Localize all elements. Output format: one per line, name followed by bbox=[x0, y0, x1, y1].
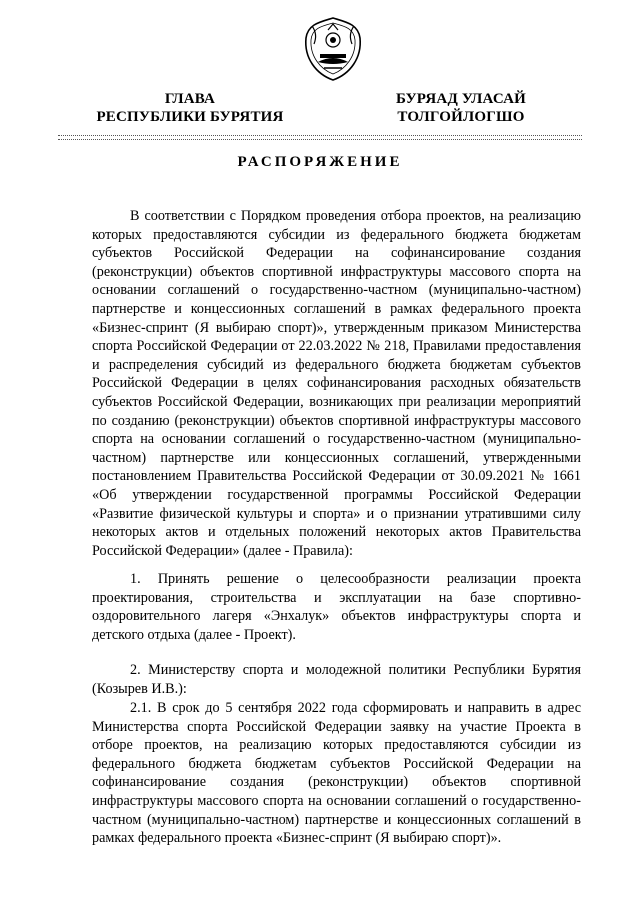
preamble-paragraph: В соответствии с Порядком проведения отбора проектов, на реализацию которых предоставляются субсидии из федерального бюджета бюджетам субъектов Российской Федерации на софинансирование создания (реконструкции) объектов спортивной инфраструктуры массового спорта на основании соглашений о государственно-частном (муниципально-частном) партнерстве и концессионных соглашений в рамках федерального проекта «Бизнес-спринт (Я выбираю спорт)», утвержденным приказом Министерства спорта Российской Федерации от 22.03.2022 № 218, Правилами предоставления и распределения субсидий из федерального бюджета бюджетам субъектов Российской Федерации в целях софинансирования расходных обязательств субъектов Российской Федерации, возникающих при реализации мероприятий по созданию (реконструкции) объектов спортивной инфраструктуры массового спорта на основании соглашений о государственно-частном (муниципально-частном) партнерстве или концессионных соглашений, утвержденными постановлением Правительства Российской Федерации от 30.09.2021 № 1661 «Об утверждении государственной программы Российской Федерации «Развитие физической культуры и спорта» и о признании утратившими силу некоторых актов и отдельных положений некоторых актов Правительства Российской Федерации» (далее - Правила): bbox=[92, 208, 581, 559]
item-2-1-paragraph: 2.1. В срок до 5 сентября 2022 года сформировать и направить в адрес Министерства спорта Российской Федерации заявку на участие Проекта в отборе проектов, на реализацию которых предоставляются субсидии из федерального бюджета бюджетам субъектов Российской Федерации на софинансирование создания (реконструкции) объектов спортивной инфраструктуры массового спорта на основании соглашений о государственно-частном (муниципально-частном) партнерстве и концессионных соглашений в рамках федерального проекта «Бизнес-спринт (Я выбираю спорт)». bbox=[92, 700, 581, 847]
header-right bbox=[386, 90, 536, 126]
header-left-line1: ГЛАВА bbox=[164, 91, 216, 107]
header-divider-secondary bbox=[58, 139, 582, 140]
item-1-paragraph: 1. Принять решение о целесообразности реализации проекта проектирования, строительства и эксплуатации на базе спортивно-оздоровительного лагеря «Энхалук» объектов инфраструктуры спорта и детского отдыха (далее - Проект). bbox=[92, 571, 581, 643]
header-right-line1: БУРЯАД УЛАСАЙ bbox=[395, 91, 527, 107]
item-2-paragraph: 2. Министерству спорта и молодежной политики Республики Бурятия (Козырев И.В.): bbox=[92, 662, 581, 697]
header-left-line2: РЕСПУБЛИКИ БУРЯТИЯ bbox=[96, 109, 284, 125]
header-left bbox=[90, 90, 290, 126]
document-title: РАСПОРЯЖЕНИЕ bbox=[237, 154, 403, 170]
coat-of-arms-icon bbox=[302, 14, 364, 84]
header-right-line2: ТОЛГОЙЛОГШО bbox=[397, 109, 525, 125]
header-divider bbox=[58, 135, 582, 136]
